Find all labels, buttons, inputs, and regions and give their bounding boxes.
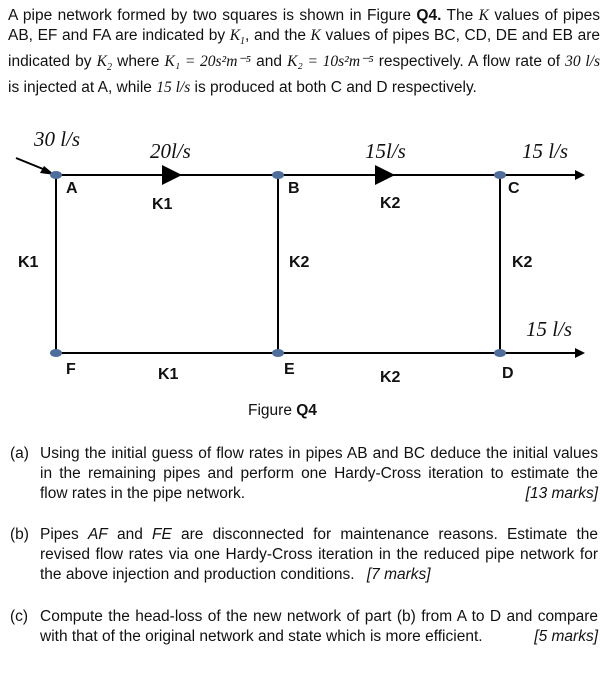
- marks: [7 marks]: [366, 566, 431, 583]
- node-A: [50, 171, 62, 179]
- flow-label-out-C: 15 l/s: [522, 139, 569, 163]
- pipe-label-BE: K2: [289, 254, 310, 271]
- pipe-label-FE: K1: [158, 366, 179, 383]
- question-c: [10, 607, 598, 647]
- node-label-F: F: [66, 361, 76, 378]
- question-text: Pipes AF and FE are disconnected for maintenance reasons. Estimate the revised flow rates via one Hardy-Cross iteration in the reduced pipe network for the above injection and production conditions. [7 marks]: [40, 526, 598, 583]
- node-C: [494, 171, 506, 179]
- flow-label-AB: 20l/s: [150, 139, 191, 163]
- intro-text: respectively. A flow rate of: [373, 53, 566, 71]
- pipe-label-ED: K2: [380, 369, 401, 386]
- node-D: [494, 349, 506, 357]
- k1-equation: K₁ = 20s²m⁻⁵: [164, 53, 251, 71]
- node-label-C: C: [508, 180, 520, 197]
- pipe-label-BC: K2: [380, 195, 401, 212]
- problem-intro: [8, 6, 600, 98]
- pipe-network-figure: [0, 120, 607, 400]
- injected-flow: 30 l/s: [565, 53, 600, 71]
- intro-text: , and the: [245, 27, 311, 44]
- marks: [13 marks]: [525, 485, 598, 502]
- question-a: [10, 444, 598, 504]
- question-label: (b): [10, 526, 29, 543]
- question-label: (a): [10, 445, 29, 462]
- node-B: [272, 171, 284, 179]
- marks: [5 marks]: [534, 628, 598, 645]
- figure-ref: Q4.: [416, 7, 442, 24]
- pipe-label-AF: K1: [18, 254, 39, 271]
- flow-arrow-BC: [375, 165, 395, 185]
- question-text: Compute the head-loss of the new network of part (b) from A to D and compare with that of the original network and state which is more efficient. [5 marks]: [40, 608, 598, 645]
- intro-text: is injected at A, while: [8, 79, 157, 97]
- node-label-D: D: [502, 365, 514, 382]
- intro-text: where: [112, 53, 165, 71]
- intro-text: is produced at both C and D respectively.: [190, 79, 477, 97]
- intro-text: values of pipes AB, EF and FA are indicated by: [8, 7, 600, 44]
- question-text: Using the initial guess of flow rates in pipes AB and BC deduce the initial values in the remaining pipes and perform one Hardy-Cross iteration to estimate the flow rates in the pipe network. [13 marks]: [40, 445, 598, 502]
- pipe-label-AB: K1: [152, 196, 173, 213]
- node-label-E: E: [284, 361, 295, 378]
- intro-text: A pipe network formed by two squares is shown in Figure: [8, 7, 417, 24]
- flow-label-out-D: 15 l/s: [526, 317, 573, 341]
- k2-equation: K₂ = 10s²m⁻⁵: [287, 53, 374, 71]
- question-label: (c): [10, 608, 29, 625]
- k1-symbol: $K_1$: [229, 27, 246, 48]
- flow-label-in-A: 30 l/s: [34, 127, 81, 151]
- pipe-label-CD: K2: [512, 254, 533, 271]
- node-label-A: A: [66, 180, 78, 197]
- k2-symbol: $K_2$: [96, 53, 112, 74]
- node-label-B: B: [288, 180, 300, 197]
- question-b: [10, 525, 598, 585]
- produced-flow: 15 l/s: [156, 79, 191, 97]
- node-E: [272, 349, 284, 357]
- node-F: [50, 349, 62, 357]
- flow-label-BC: 15l/s: [365, 139, 406, 163]
- intro-text: and: [250, 53, 288, 71]
- outflow-arrow-C: [575, 170, 585, 180]
- figure-caption: Figure Q4: [248, 402, 317, 419]
- flow-arrow-AB: [162, 165, 182, 185]
- k-symbol: K: [310, 27, 321, 44]
- intro-text: values of pipes BC, CD, DE and EB are indicated by: [8, 27, 600, 71]
- intro-text: The: [441, 7, 479, 24]
- k-symbol: K: [478, 7, 489, 24]
- outflow-arrow-D: [575, 348, 585, 358]
